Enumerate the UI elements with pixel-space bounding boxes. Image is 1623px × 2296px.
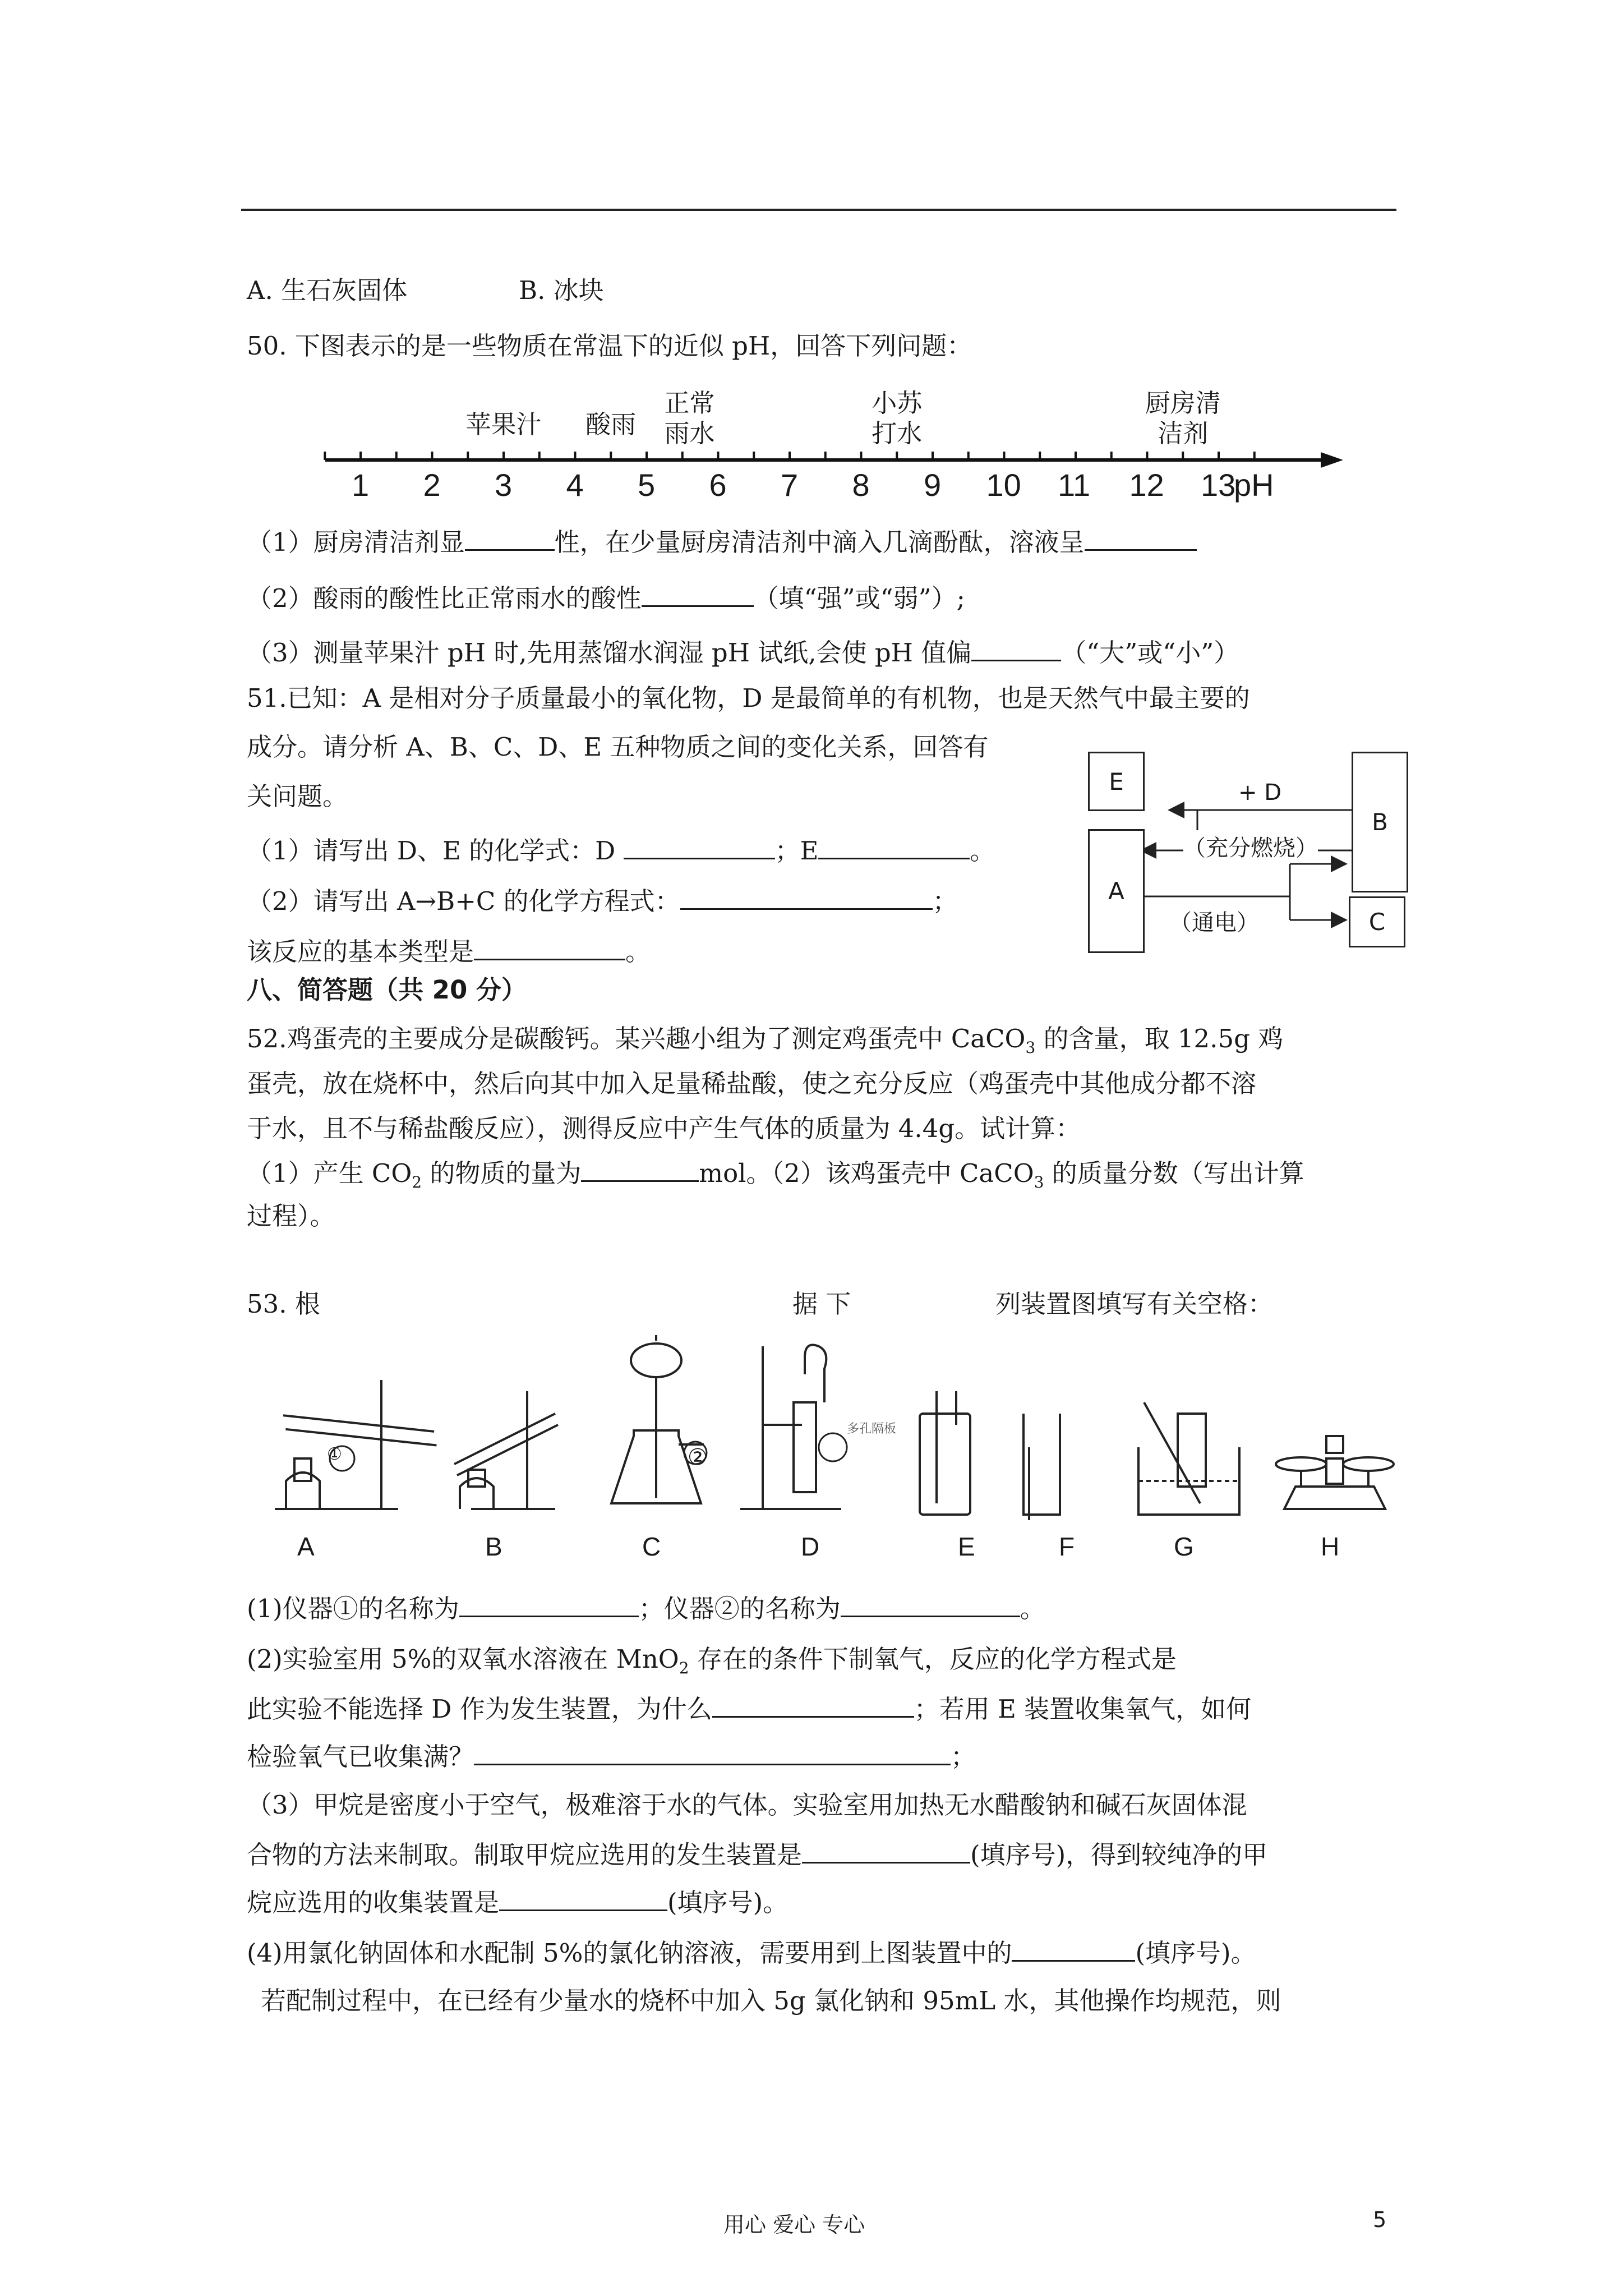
label-burn: （充分燃烧） bbox=[1183, 830, 1318, 862]
q51-part3 bbox=[247, 934, 651, 969]
q53-part3-line3-a: 烷应选用的收集装置是 bbox=[247, 1888, 500, 1917]
subscript: 3 bbox=[1025, 1038, 1036, 1057]
apparatus-a bbox=[275, 1380, 436, 1509]
subscript: 2 bbox=[679, 1659, 689, 1677]
q51-part1-text-a: （1）请写出 D、E 的化学式：D bbox=[247, 836, 616, 866]
node-b: B bbox=[1352, 752, 1408, 892]
ph-marker-label: 酸雨 bbox=[585, 409, 637, 439]
node-a: A bbox=[1088, 829, 1145, 953]
answer-blank[interactable] bbox=[971, 635, 1061, 661]
answer-blank[interactable] bbox=[841, 1591, 1020, 1617]
q53-part2-line1-a: (2)实验室用 5%的双氧水溶液在 MnO bbox=[247, 1644, 679, 1674]
ph-number: 13 bbox=[1201, 467, 1236, 503]
apparatus-e bbox=[920, 1391, 970, 1515]
answer-blank[interactable] bbox=[624, 833, 775, 859]
reaction-diagram bbox=[1088, 746, 1413, 954]
q53-part3-line2-b: (填序号)，得到较纯净的甲 bbox=[970, 1840, 1268, 1870]
q53-part2-line1 bbox=[247, 1642, 1177, 1685]
ph-number: 2 bbox=[423, 467, 441, 503]
answer-blank[interactable] bbox=[818, 833, 970, 859]
q50-part3-text-b: （“大”或“小”） bbox=[1061, 638, 1239, 668]
q52-line1-end: 的含量，取 12.5g 鸡 bbox=[1035, 1024, 1284, 1053]
ph-number: 5 bbox=[638, 467, 656, 503]
apparatus-label: B bbox=[485, 1532, 502, 1561]
apparatus-d bbox=[740, 1345, 847, 1510]
circle-label-1: ① bbox=[327, 1444, 342, 1464]
q51-part3-text-b: 。 bbox=[625, 937, 651, 967]
q52-line2: 蛋壳，放在烧杯中，然后向其中加入足量稀盐酸，使之充分反应（鸡蛋壳中其他成分都不溶 bbox=[247, 1069, 1257, 1098]
answer-blank[interactable] bbox=[459, 1591, 639, 1617]
ph-number: 12 bbox=[1129, 467, 1164, 503]
q51-part2-text-b: ； bbox=[932, 886, 958, 916]
q53-part3-line3 bbox=[247, 1885, 788, 1920]
ph-number: 10 bbox=[986, 467, 1021, 503]
footer-text: 用心 爱心 专心 bbox=[723, 2212, 865, 2237]
ph-number: 8 bbox=[852, 467, 870, 503]
q53-part3-line3-b: (填序号)。 bbox=[667, 1888, 789, 1917]
answer-blank[interactable] bbox=[642, 581, 754, 607]
q51-part3-text-a: 该反应的基本类型是 bbox=[247, 937, 474, 967]
answer-blank[interactable] bbox=[499, 1885, 667, 1911]
answer-blank[interactable] bbox=[581, 1156, 699, 1182]
q51-line2: 成分。请分析 A、B、C、D、E 五种物质之间的变化关系，回答有 bbox=[247, 732, 989, 762]
q53-part2-line1-b: 存在的条件下制氧气，反应的化学方程式是 bbox=[689, 1644, 1177, 1674]
ph-marker-label: 正常 雨水 bbox=[664, 388, 715, 448]
q53-part1-text-a: (1)仪器①的名称为 bbox=[247, 1594, 459, 1623]
answer-blank[interactable] bbox=[465, 524, 555, 551]
apparatus-b bbox=[454, 1391, 558, 1509]
apparatus-f bbox=[1018, 1414, 1060, 1520]
q53-stem-b: 据 下 bbox=[792, 1289, 851, 1319]
apparatus-label: F bbox=[1059, 1532, 1075, 1561]
q50-part2-text-a: （2）酸雨的酸性比正常雨水的酸性 bbox=[247, 583, 642, 613]
q50-part1-text-b: 性，在少量厨房清洁剂中滴入几滴酚酞，溶液呈 bbox=[554, 527, 1085, 557]
answer-blank[interactable] bbox=[474, 934, 625, 960]
page-number: 5 bbox=[1373, 2207, 1387, 2232]
apparatus-label: H bbox=[1321, 1532, 1340, 1561]
q53-part3-line2-a: 合物的方法来制取。制取甲烷应选用的发生装置是 bbox=[247, 1840, 803, 1870]
ph-unit: pH bbox=[1234, 467, 1274, 503]
q53-part4-line2: 若配制过程中，在已经有少量水的烧杯中加入 5g 氯化钠和 95mL 水，其他操作均规范，则 bbox=[261, 1986, 1281, 2016]
ph-number: 7 bbox=[781, 467, 799, 503]
q53-part2-line2-a: 此实验不能选择 D 作为发生装置，为什么 bbox=[247, 1694, 712, 1724]
q53-part2-line2 bbox=[247, 1691, 1251, 1726]
q50-part2 bbox=[247, 581, 965, 615]
label-plus-d: + D bbox=[1238, 780, 1282, 806]
q53-part1 bbox=[247, 1591, 1045, 1626]
q53-part2-line2-b: ；若用 E 装置收集氧气，如何 bbox=[914, 1694, 1252, 1724]
ph-number: 6 bbox=[709, 467, 727, 503]
q52-line1-text: 52.鸡蛋壳的主要成分是碳酸钙。某兴趣小组为了测定鸡蛋壳中 CaCO bbox=[247, 1024, 1026, 1053]
apparatus-figure bbox=[264, 1335, 1413, 1571]
q53-part3-line2 bbox=[247, 1837, 1267, 1872]
label-electrolysis: （通电） bbox=[1169, 910, 1259, 936]
q51-part1-text-b: ；E bbox=[774, 836, 819, 866]
porous-plate-label: 多孔隔板 bbox=[847, 1422, 897, 1436]
q50-part2-text-b: （填“强”或“弱”）; bbox=[753, 583, 965, 613]
q53-stem-c: 列装置图填写有关空格： bbox=[995, 1289, 1274, 1319]
q49-option-b: B. 冰块 bbox=[519, 275, 604, 305]
q50-part3-text-a: （3）测量苹果汁 pH 时,先用蒸馏水润湿 pH 试纸,会使 pH 值偏 bbox=[247, 638, 972, 668]
q53-stem-a: 53. 根 bbox=[247, 1289, 320, 1319]
ph-number: 3 bbox=[495, 467, 513, 503]
q51-part2-text-a: （2）请写出 A→B+C 的化学方程式： bbox=[247, 886, 680, 916]
q53-part2-line3-a: 检验氧气已收集满？ bbox=[247, 1742, 474, 1772]
apparatus-label: C bbox=[642, 1532, 661, 1561]
ph-marker-label: 苹果汁 bbox=[465, 409, 542, 439]
q49-option-a: A. 生石灰固体 bbox=[247, 275, 408, 305]
ph-scale bbox=[314, 381, 1346, 516]
q52-line4-c: mol。（2）该鸡蛋壳中 CaCO bbox=[699, 1158, 1034, 1188]
answer-blank[interactable] bbox=[802, 1837, 970, 1864]
answer-blank[interactable] bbox=[1012, 1935, 1135, 1962]
q51-line1: 51.已知：A 是相对分子质量最小的氧化物，D 是最简单的有机物，也是天然气中最主要的 bbox=[247, 683, 1250, 713]
q52-line4 bbox=[247, 1156, 1304, 1199]
answer-blank[interactable] bbox=[712, 1691, 914, 1718]
apparatus-label: E bbox=[958, 1532, 975, 1561]
q50-part3 bbox=[247, 635, 1239, 670]
q53-part4-line1-a: (4)用氯化钠固体和水配制 5%的氯化钠溶液，需要用到上图装置中的 bbox=[247, 1938, 1012, 1968]
apparatus-drawings bbox=[264, 1335, 1413, 1520]
apparatus-h bbox=[1276, 1436, 1394, 1509]
header-rule bbox=[241, 209, 1396, 211]
q52-line3: 于水，且不与稀盐酸反应），测得反应中产生气体的质量为 4.4g。试计算： bbox=[247, 1114, 1081, 1143]
q53-part2-line3-b: ； bbox=[951, 1742, 976, 1772]
ph-number: 9 bbox=[924, 467, 942, 503]
ph-number: 4 bbox=[566, 467, 584, 503]
answer-blank[interactable] bbox=[680, 884, 933, 910]
node-e: E bbox=[1088, 752, 1145, 811]
ph-number: 11 bbox=[1058, 467, 1091, 503]
apparatus-label: D bbox=[801, 1532, 820, 1561]
q53-part3-line1: （3）甲烷是密度小于空气，极难溶于水的气体。实验室用加热无水醋酸钠和碱石灰固体混 bbox=[247, 1790, 1247, 1820]
q53-part1-text-b: ；仪器②的名称为 bbox=[638, 1594, 841, 1623]
q50-stem: 50. 下图表示的是一些物质在常温下的近似 pH，回答下列问题： bbox=[247, 331, 972, 361]
q52-line4-d: 的质量分数（写出计算 bbox=[1044, 1158, 1304, 1188]
answer-blank[interactable] bbox=[474, 1739, 951, 1765]
apparatus-g bbox=[1138, 1402, 1239, 1515]
subscript: 2 bbox=[412, 1173, 422, 1191]
q51-part1-text-c: 。 bbox=[970, 836, 995, 866]
q52-line1 bbox=[247, 1022, 1283, 1065]
apparatus-label: G bbox=[1174, 1532, 1194, 1561]
ph-marker-label: 厨房清 洁剂 bbox=[1145, 388, 1221, 448]
apparatus-c bbox=[611, 1335, 707, 1503]
q50-part1 bbox=[247, 524, 1197, 559]
q53-part4-line1-b: (填序号)。 bbox=[1135, 1938, 1256, 1968]
section-heading: 八、简答题（共 20 分） bbox=[247, 975, 527, 1005]
q51-line3: 关问题。 bbox=[247, 781, 348, 811]
q53-part4-line1 bbox=[247, 1935, 1256, 1970]
subscript: 3 bbox=[1034, 1173, 1044, 1191]
q51-part2 bbox=[247, 884, 958, 918]
q51-part1 bbox=[247, 833, 995, 868]
node-c: C bbox=[1349, 896, 1405, 947]
apparatus-label: A bbox=[297, 1532, 315, 1561]
answer-blank[interactable] bbox=[1085, 524, 1197, 551]
q53-part1-text-c: 。 bbox=[1020, 1594, 1045, 1623]
q52-line5: 过程）。 bbox=[247, 1201, 335, 1231]
q50-part1-text-a: （1）厨房清洁剂显 bbox=[247, 527, 465, 557]
ph-marker-label: 小苏 打水 bbox=[872, 388, 923, 448]
ph-number: 1 bbox=[352, 467, 370, 503]
q53-part2-line3 bbox=[247, 1739, 976, 1774]
q52-line4-a: （1）产生 CO bbox=[247, 1158, 412, 1188]
circle-label-2: ② bbox=[688, 1444, 708, 1470]
q52-line4-b: 的物质的量为 bbox=[422, 1158, 582, 1188]
